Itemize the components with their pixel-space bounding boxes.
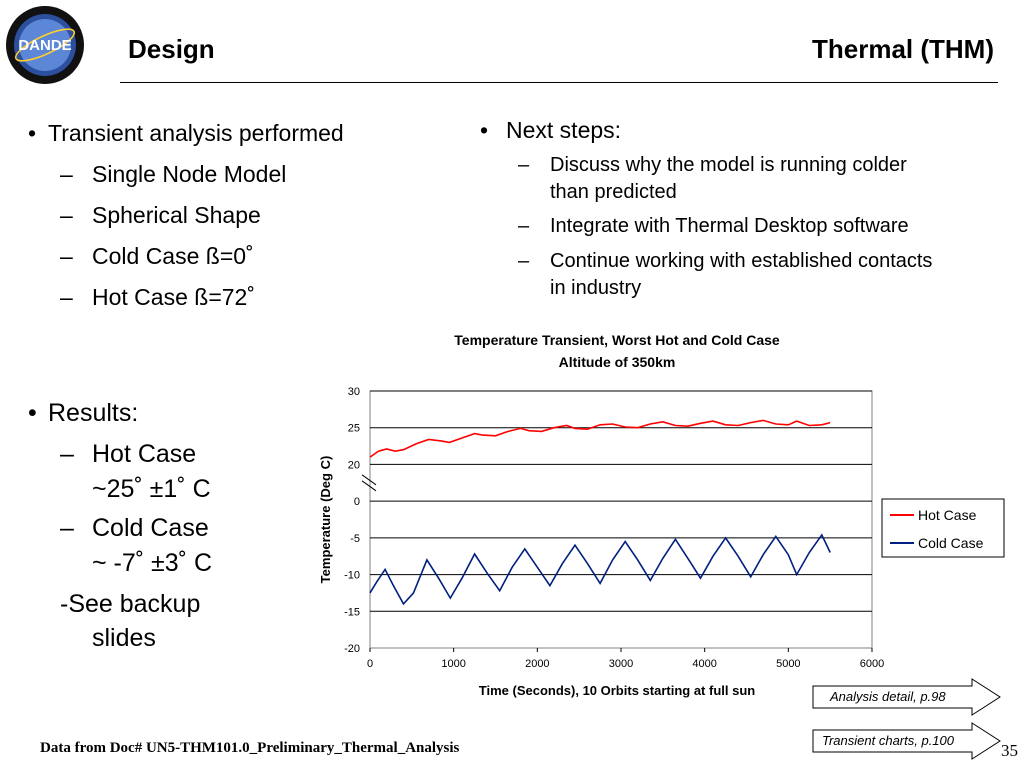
bullet-text: Transient analysis performed	[48, 120, 344, 146]
x-axis-label: Time (Seconds), 10 Orbits starting at full sun	[478, 683, 756, 698]
chart-subtitle: Altitude of 350km	[558, 354, 676, 370]
next-step-text: Integrate with Thermal Desktop software	[550, 215, 909, 237]
y-tick-label: 0	[353, 496, 360, 509]
see-backup-text-2: slides	[92, 624, 156, 652]
next-step-text-cont: in industry	[550, 277, 642, 299]
slide-title-left: Design	[128, 34, 215, 64]
dash: –	[60, 284, 73, 310]
y-tick-label: -10	[344, 569, 360, 582]
y-tick-label: -15	[344, 606, 360, 619]
dash: –	[518, 250, 530, 272]
legend-label: Hot Case	[918, 507, 977, 523]
dash: –	[60, 440, 74, 468]
legend-label: Cold Case	[918, 535, 984, 551]
dash: –	[60, 161, 73, 187]
bullet-dot: •	[28, 399, 37, 427]
transient-charts-link[interactable]: Transient charts, p.100	[822, 733, 954, 748]
dash: –	[60, 243, 73, 269]
y-tick-label: -20	[344, 643, 360, 655]
transient-charts-callout[interactable]	[812, 722, 1002, 767]
result-cold-label: Cold Case	[92, 514, 209, 542]
bullet-text: Next steps:	[506, 117, 622, 143]
sub-item-text: Spherical Shape	[92, 202, 261, 228]
next-step-text-cont: than predicted	[550, 181, 677, 203]
x-tick-label: 5000	[776, 658, 801, 670]
sub-item-text: Cold Case ß=0˚	[92, 243, 254, 269]
right-column	[0, 0, 1024, 320]
chart-title: Temperature Transient, Worst Hot and Cold Case	[454, 332, 780, 348]
x-tick-label: 4000	[692, 658, 717, 670]
result-hot-value: ~25˚ ±1˚ C	[92, 475, 211, 503]
next-step-text: Continue working with established contacts	[550, 250, 933, 272]
dash: –	[60, 514, 74, 542]
analysis-detail-callout[interactable]	[812, 678, 1002, 723]
y-tick-label: -5	[350, 532, 360, 545]
footer-source: Data from Doc# UN5-THM101.0_Preliminary_Thermal_Analysis	[40, 740, 460, 756]
x-tick-label: 1000	[441, 658, 466, 670]
y-axis-label: Temperature (Deg C)	[318, 455, 333, 584]
logo-wordmark: DANDE	[18, 37, 72, 54]
next-step-text: Discuss why the model is running colder	[550, 154, 907, 176]
x-tick-label: 6000	[859, 658, 885, 670]
x-tick-label: 2000	[525, 658, 550, 670]
temperature-chart	[310, 325, 1020, 705]
see-backup-text: -See backup	[60, 590, 201, 618]
sub-item-text: Single Node Model	[92, 161, 287, 187]
slide-title-right: Thermal (THM)	[812, 34, 994, 64]
result-cold-value: ~ -7˚ ±3˚ C	[92, 549, 212, 577]
sub-item-text: Hot Case ß=72˚	[92, 284, 255, 310]
x-tick-label: 0	[366, 658, 374, 670]
bullet-dot: •	[28, 120, 37, 146]
dash: –	[518, 215, 530, 237]
bullet-text: Results:	[48, 399, 139, 427]
analysis-detail-link[interactable]: Analysis detail, p.98	[830, 689, 946, 704]
dash: –	[518, 154, 530, 176]
plot-area	[370, 391, 872, 648]
page-number: 35	[1001, 741, 1018, 760]
bullet-dot: •	[480, 117, 489, 143]
y-tick-label: 25	[347, 422, 360, 435]
result-hot-label: Hot Case	[92, 440, 197, 468]
y-tick-label: 20	[347, 459, 360, 472]
dash: –	[60, 202, 73, 228]
x-tick-label: 3000	[608, 658, 634, 670]
y-tick-label: 30	[347, 386, 360, 398]
